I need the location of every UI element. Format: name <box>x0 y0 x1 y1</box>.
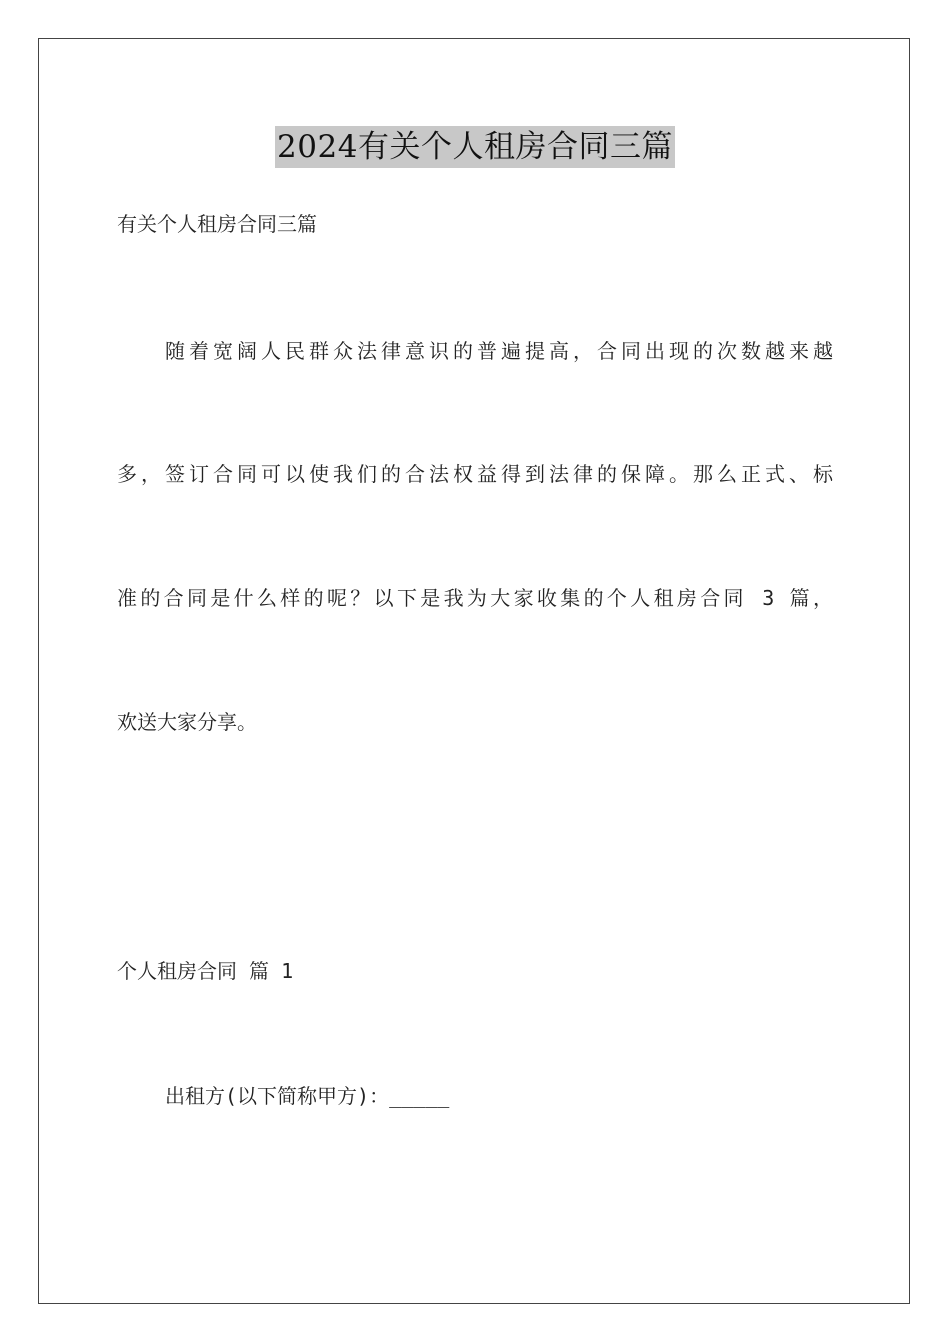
intro-paragraph-line-1: 随着宽阔人民群众法律意识的普遍提高，合同出现的次数越来越 <box>165 339 833 363</box>
title-container <box>0 126 950 168</box>
document-title: 2024有关个人租房合同三篇 <box>275 126 675 168</box>
document-subtitle: 有关个人租房合同三篇 <box>117 212 317 236</box>
lessor-line: 出租方(以下简称甲方)：_____ <box>165 1084 450 1108</box>
intro-paragraph-line-4: 欢送大家分享。 <box>117 710 257 734</box>
intro-paragraph-line-3: 准的合同是什么样的呢？以下是我为大家收集的个人租房合同 3 篇， <box>117 586 833 610</box>
section-heading: 个人租房合同 篇 1 <box>117 959 294 983</box>
intro-paragraph-line-2: 多，签订合同可以使我们的合法权益得到法律的保障。那么正式、标 <box>117 462 833 486</box>
